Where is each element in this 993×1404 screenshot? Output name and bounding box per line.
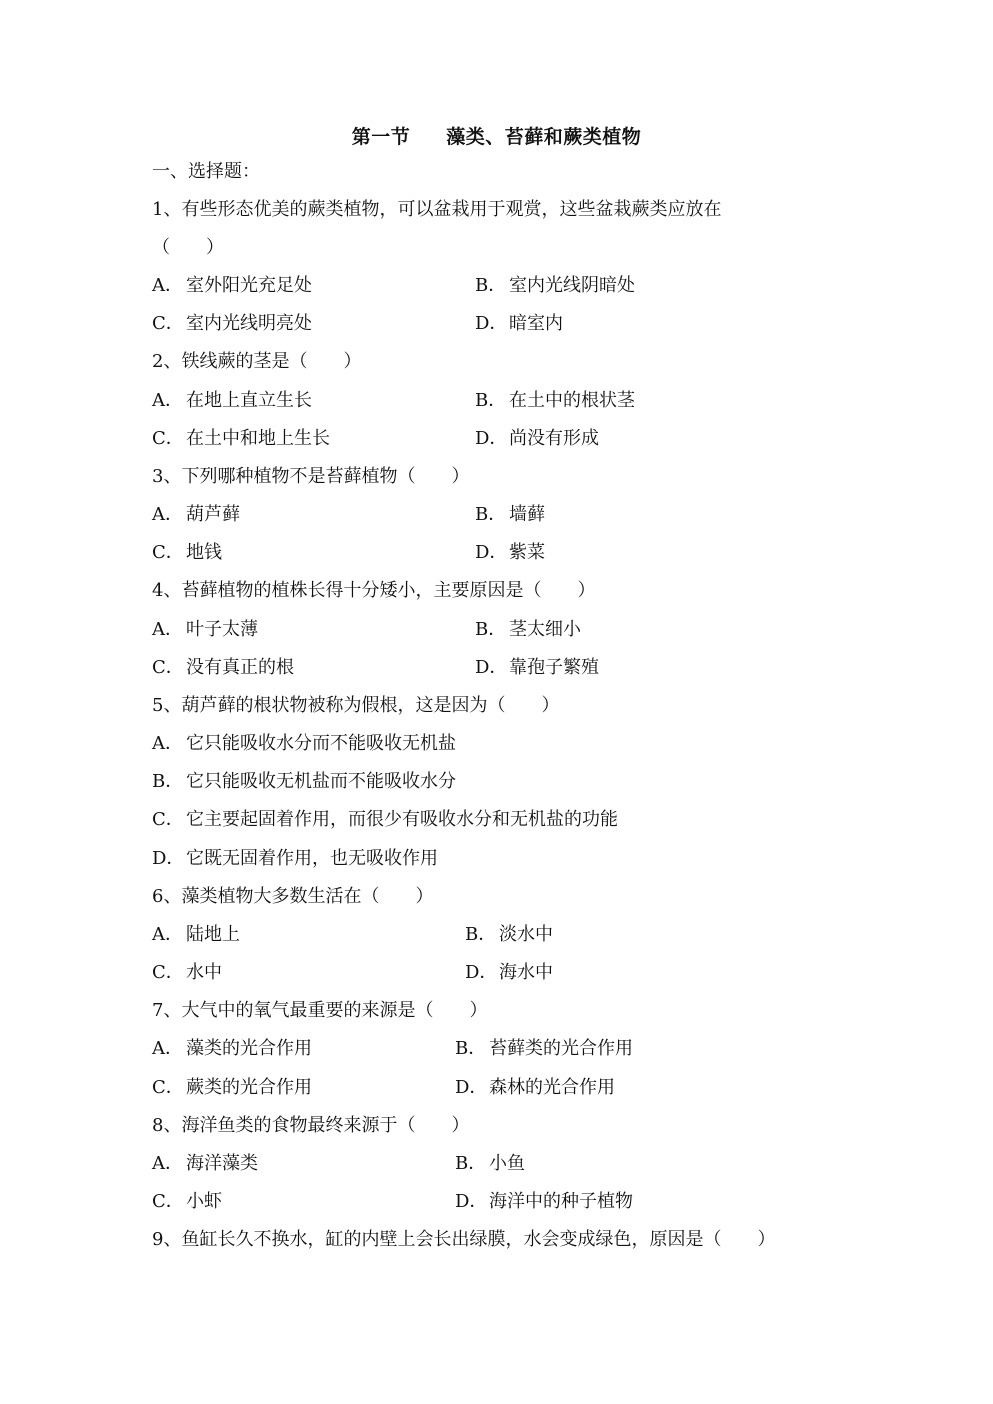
- question-7-option-c: C． 蕨类的光合作用: [152, 1077, 312, 1098]
- question-7-option-a: A． 藻类的光合作用: [152, 1038, 312, 1059]
- question-2-option-b: B． 在土中的根状茎: [475, 390, 635, 411]
- question-6-option-d: D．海水中: [465, 962, 553, 983]
- question-8-option-c: C． 小虾: [152, 1191, 222, 1212]
- question-4-option-d: D．靠孢子繁殖: [475, 657, 599, 678]
- question-3-stem: 3、下列哪种植物不是苔藓植物（ ）: [152, 466, 470, 487]
- question-3-option-c: C． 地钱: [152, 542, 222, 563]
- question-5-stem: 5、葫芦藓的根状物被称为假根，这是因为（ ）: [152, 695, 560, 716]
- question-9-stem: 9、鱼缸长久不换水，缸的内壁上会长出绿膜，水会变成绿色，原因是（ ）: [152, 1229, 776, 1250]
- section-heading: 一、选择题：: [152, 161, 260, 182]
- title-name: 藻类、苔藓和蕨类植物: [446, 126, 642, 148]
- question-6-option-c: C． 水中: [152, 962, 222, 983]
- page-title: [0, 122, 993, 149]
- question-6-option-a: A． 陆地上: [152, 924, 240, 945]
- question-5-option-a: A． 它只能吸收水分而不能吸收无机盐: [152, 733, 456, 754]
- title-section: 第一节: [351, 126, 411, 148]
- question-2-stem: 2、铁线蕨的茎是（ ）: [152, 351, 362, 372]
- question-4-option-b: B． 茎太细小: [475, 619, 581, 640]
- question-1-option-a: A． 室外阳光充足处: [152, 275, 312, 296]
- question-4-option-a: A． 叶子太薄: [152, 619, 258, 640]
- question-7-stem: 7、大气中的氧气最重要的来源是（ ）: [152, 1000, 488, 1021]
- question-5-option-b: B． 它只能吸收无机盐而不能吸收水分: [152, 771, 456, 792]
- question-2-option-a: A． 在地上直立生长: [152, 390, 312, 411]
- question-2-option-c: C． 在土中和地上生长: [152, 428, 330, 449]
- question-8-option-b: B． 小鱼: [455, 1153, 525, 1174]
- question-1-stem: 1、有些形态优美的蕨类植物，可以盆栽用于观赏，这些盆栽蕨类应放在: [152, 199, 722, 220]
- question-7-option-d: D．森林的光合作用: [455, 1077, 615, 1098]
- question-5-option-c: C． 它主要起固着作用，而很少有吸收水分和无机盐的功能: [152, 809, 618, 830]
- question-5-option-d: D．它既无固着作用，也无吸收作用: [152, 848, 438, 869]
- question-4-stem: 4、苔藓植物的植株长得十分矮小，主要原因是（ ）: [152, 580, 596, 601]
- question-8-option-d: D．海洋中的种子植物: [455, 1191, 633, 1212]
- question-7-option-b: B． 苔藓类的光合作用: [455, 1038, 633, 1059]
- question-1-option-d: D．暗室内: [475, 313, 563, 334]
- question-1-stem-cont: （ ）: [152, 237, 224, 258]
- question-6-stem: 6、藻类植物大多数生活在（ ）: [152, 886, 434, 907]
- question-6-option-b: B． 淡水中: [465, 924, 553, 945]
- question-3-option-d: D．紫菜: [475, 542, 545, 563]
- question-1-option-b: B． 室内光线阴暗处: [475, 275, 635, 296]
- question-3-option-a: A． 葫芦藓: [152, 504, 240, 525]
- question-1-option-c: C． 室内光线明亮处: [152, 313, 312, 334]
- question-8-stem: 8、海洋鱼类的食物最终来源于（ ）: [152, 1115, 470, 1136]
- question-8-option-a: A． 海洋藻类: [152, 1153, 258, 1174]
- question-4-option-c: C． 没有真正的根: [152, 657, 294, 678]
- question-3-option-b: B． 墙藓: [475, 504, 545, 525]
- question-2-option-d: D．尚没有形成: [475, 428, 599, 449]
